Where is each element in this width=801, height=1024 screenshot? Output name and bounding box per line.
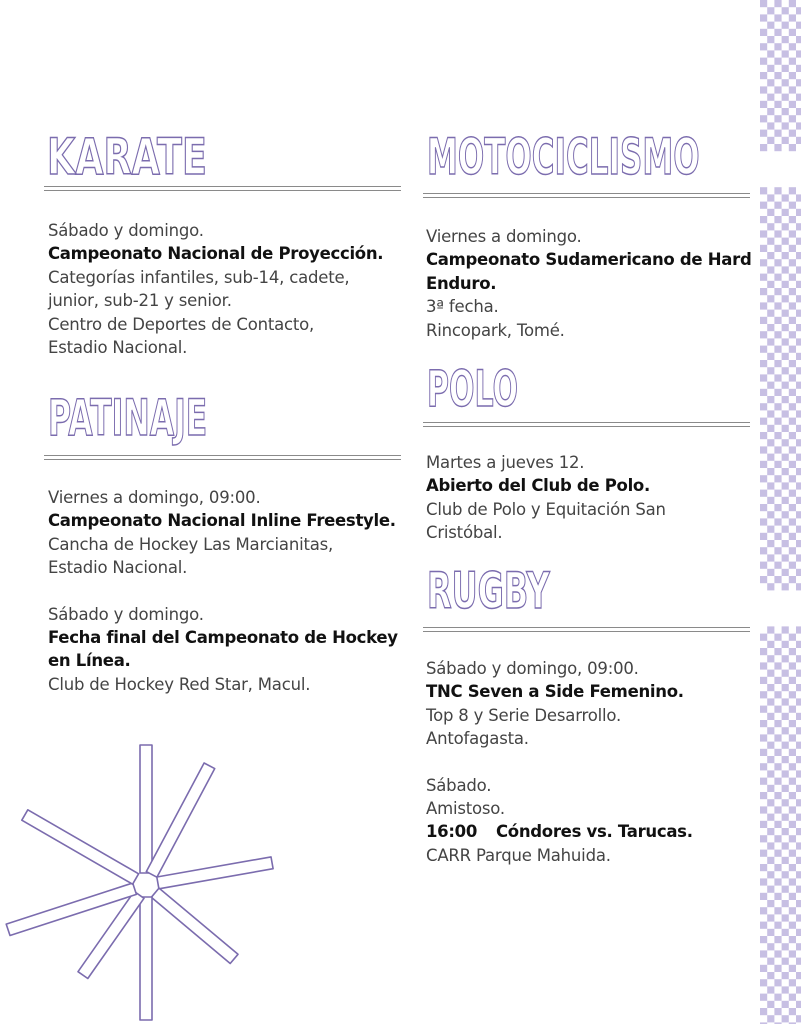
patinaje-events (48, 486, 408, 696)
asterisk-decoration (0, 740, 290, 1024)
rugby-title: RUGBY (427, 562, 550, 620)
event-name: Abierto del Club de Polo. (426, 476, 650, 496)
karate-divider (44, 186, 401, 191)
event-detail: Cristóbal. (426, 523, 503, 543)
event-detail: Categorías infantiles, sub-14, cadete, (48, 267, 350, 287)
karate-event (48, 219, 408, 359)
rugby-events (426, 657, 756, 867)
event-detail: Top 8 y Serie Desarrollo. (426, 705, 622, 725)
event-when: Viernes a domingo. (426, 227, 582, 246)
section-patinaje (48, 389, 301, 447)
event-when: Martes a jueves 12. (426, 453, 585, 472)
polo-divider (423, 422, 750, 427)
event-detail: Centro de Deportes de Contacto, (48, 314, 315, 334)
patinaje-title: PATINAJE (48, 389, 208, 447)
event-name: Fecha final del Campeonato de Hockey (48, 628, 398, 648)
patinaje-divider (44, 455, 401, 460)
event-when: Sábado y domingo, 09:00. (426, 659, 639, 678)
section-karate (47, 128, 266, 186)
event-when: Sábado. (426, 775, 492, 795)
event-match (426, 820, 756, 843)
motociclismo-divider (423, 193, 750, 198)
rugby-divider (423, 627, 750, 632)
section-polo (427, 360, 579, 418)
polo-event (426, 451, 756, 545)
event-detail: junior, sub-21 y senior. (48, 291, 232, 311)
event-subtitle: Amistoso. (426, 799, 505, 819)
event-detail: Club de Polo y Equitación San (426, 499, 666, 519)
polo-title: POLO (427, 360, 519, 418)
event-detail: Antofagasta. (426, 729, 529, 749)
event-name: Campeonato Nacional Inline Freestyle. (48, 511, 396, 531)
asterisk-arm (22, 810, 139, 884)
asterisk-arm (146, 763, 214, 877)
motociclismo-event (426, 225, 756, 342)
event-detail: Rincopark, Tomé. (426, 320, 565, 340)
event-name: en Línea. (48, 651, 131, 671)
event-detail: CARR Parque Mahuida. (426, 845, 611, 865)
asterisk-arm (140, 897, 152, 1020)
event-when: Sábado y domingo. (48, 604, 204, 624)
event-detail: Club de Hockey Red Star, Macul. (48, 674, 311, 694)
event-time: 16:00 (426, 822, 478, 842)
event-name: Campeonato Sudamericano de Hard (426, 250, 752, 270)
karate-title: KARATE (47, 128, 207, 186)
event-name: Campeonato Nacional de Proyección. (48, 244, 384, 264)
asterisk-arm (140, 745, 152, 873)
event-detail: Estadio Nacional. (48, 338, 188, 358)
motociclismo-title: MOTOCICLISMO (427, 128, 700, 186)
event-detail: Cancha de Hockey Las Marcianitas, (48, 534, 334, 554)
event-when: Viernes a domingo, 09:00. (48, 488, 261, 507)
event-when: Sábado y domingo. (48, 221, 204, 240)
event-detail: 3ª fecha. (426, 297, 499, 317)
event-detail: Estadio Nacional. (48, 558, 188, 578)
asterisk-arm (151, 888, 238, 963)
section-motociclismo (427, 128, 801, 186)
section-rugby (427, 562, 619, 620)
event-name: Enduro. (426, 273, 497, 293)
event-name: TNC Seven a Side Femenino. (426, 682, 684, 702)
asterisk-arm (157, 857, 273, 889)
event-match-name: Cóndores vs. Tarucas. (496, 822, 693, 842)
